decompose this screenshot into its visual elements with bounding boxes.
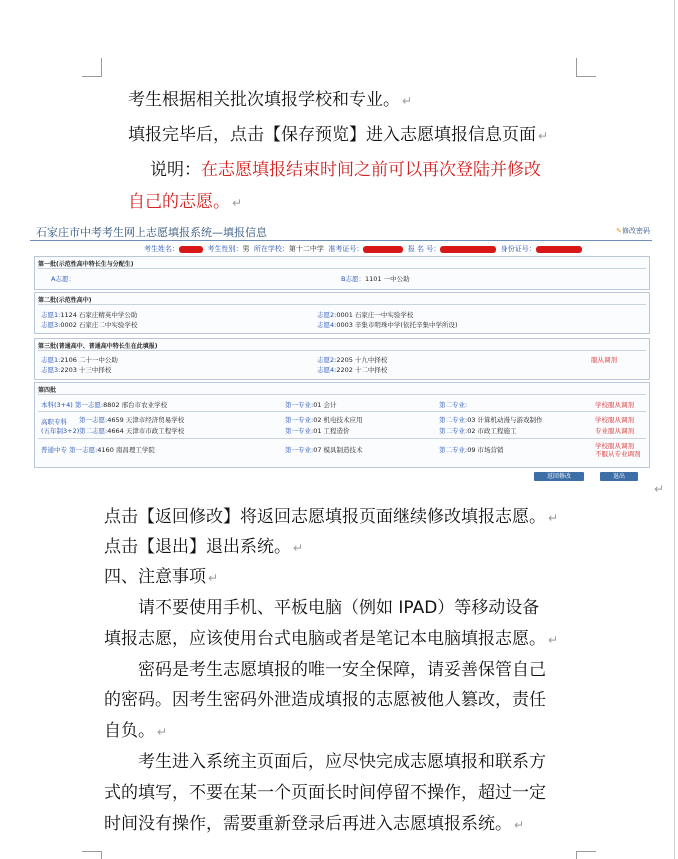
batch-2-choice: 志愿3:0002 石家庄二中实验学校	[41, 321, 138, 329]
batch-4-vocational-major-2: 第二专业:02 市政工程施工	[439, 427, 517, 435]
batch-3-box	[34, 338, 650, 380]
crop-mark-bottom-right	[576, 851, 577, 859]
divider	[38, 438, 646, 439]
batch-4-undergrad-major-1: 第一专业:01 会计	[285, 401, 337, 409]
redacted-ticket-number	[363, 246, 403, 253]
batch-4-undergrad-obey: 学校服从调剂	[595, 401, 634, 409]
note-paragraph-1-line-2: 填报志愿，应该使用台式电脑或者是笔记本电脑填报志愿。 ↵	[104, 629, 559, 649]
note-paragraph-3-line-2: 式的填写，不要在某一个页面长时间停留不操作，超过一定	[104, 783, 546, 803]
batch-4-vocational-obey: 学校服从调剂	[595, 416, 634, 424]
batch-4-secondary-major-1: 第一专业:07 模具制造技术	[285, 446, 363, 454]
crop-mark-top-left	[82, 76, 102, 77]
batch-4-undergrad-major-2: 第二专业:	[439, 401, 468, 409]
batch-4-vocational-row: 第一志愿:4659 天津市经济贸易学校	[79, 416, 185, 424]
batch-2-choice: 志愿1:1124 石家庄精英中学公助	[41, 311, 138, 319]
batch-4-secondary-major-2: 第二专业:09 市场营销	[439, 446, 504, 454]
note-paragraph-3-line-1: 考生进入系统主页面后，应尽快完成志愿填报和联系方	[138, 752, 546, 772]
crop-mark-bottom-left	[101, 851, 102, 859]
batch-2-box	[34, 292, 650, 334]
batch-4-undergrad-row: 本科(3+4) 第一志愿:8802 邢台市农业学校	[41, 401, 168, 409]
exit-button[interactable]: 退出	[600, 472, 638, 481]
batch-1-box	[34, 256, 650, 290]
redacted-id-number	[536, 246, 582, 253]
note-paragraph-2-line-1: 密码是考生志愿填报的唯一安全保障，请妥善保管自己	[138, 660, 546, 680]
redacted-registration-number	[440, 246, 496, 253]
embedded-screenshot	[30, 218, 652, 482]
batch-4-vocational-obey: 专业服从调剂	[595, 427, 634, 435]
after-line-1: 点击【返回修改】将返回志愿填报页面继续修改填报志愿。 ↵	[104, 507, 559, 527]
intro-note-line-1: 说明：在志愿填报结束时间之前可以再次登陆并修改	[150, 160, 541, 180]
batch-4-vocational-row: 第二志愿:4664 天津市市政工程学校	[79, 427, 185, 435]
batch-1-b-choice: B志愿：1101 一中公助	[341, 275, 410, 283]
batch-4-secondary-obey: 学校服从调剂	[595, 442, 634, 450]
batch-4-vocational-type-note: (五年制3+2)	[41, 427, 80, 435]
note-paragraph-2-line-3: 自负。 ↵	[104, 721, 168, 741]
batch-1-a-choice: A志愿：	[51, 275, 75, 283]
divider	[38, 394, 646, 395]
batch-3-obey-adjust: 服从调剂	[591, 356, 617, 364]
redacted-name	[179, 246, 203, 253]
batch-2-header: 第二批(示范性高中)	[38, 297, 92, 304]
batch-2-choice: 志愿4:0003 辛集市明珠中学(依托辛集中学所设)	[317, 321, 458, 329]
key-icon: ✎	[616, 227, 622, 235]
batch-4-vocational-major-1: 第一专业:02 机电技术应用	[285, 416, 363, 424]
system-title: 石家庄市中考考生网上志愿填报系统—填报信息	[36, 226, 267, 239]
after-line-2: 点击【退出】退出系统。 ↵	[104, 537, 304, 557]
batch-4-secondary-obey-major: 不服从专业调剂	[595, 450, 641, 458]
intro-note-line-2: 自己的志愿。 ↵	[128, 192, 243, 212]
divider	[38, 268, 646, 269]
batch-3-choice: 志愿1:2106 二十一中公助	[41, 356, 118, 364]
back-to-edit-button[interactable]: 返回修改	[534, 472, 584, 481]
section-heading: 四、注意事项 ↵	[104, 567, 219, 587]
batch-3-choice: 志愿2:2205 十九中择校	[317, 356, 388, 364]
divider	[38, 304, 646, 305]
batch-4-secondary-row: 普通中专 第一志愿:4160 南昌理工学院	[41, 446, 155, 454]
batch-3-choice: 志愿4:2202 十二中择校	[317, 366, 388, 374]
intro-line-2: 填报完毕后，点击【保存预览】进入志愿填报信息页面 ↵	[128, 125, 549, 145]
batch-3-choice: 志愿3:2203 十三中择校	[41, 366, 112, 374]
intro-line-1: 考生根据相关批次填报学校和专业。 ↵	[128, 90, 413, 110]
note-paragraph-1-line-1: 请不要使用手机、平板电脑（例如 IPAD）等移动设备	[138, 598, 540, 618]
page-right-edge	[674, 0, 675, 859]
crop-mark-bottom-left	[82, 851, 102, 852]
title-divider	[30, 240, 652, 241]
edit-password-link[interactable]: ✎修改密码	[616, 227, 650, 235]
batch-4-header: 第四批	[38, 387, 57, 394]
crop-mark-top-right	[576, 76, 596, 77]
batch-1-header: 第一批(示范性高中特长生与分配生)	[38, 261, 134, 268]
batch-4-vocational-type: 高职专科	[41, 418, 67, 426]
batch-4-box	[34, 382, 650, 468]
screenshot-para-mark: ↵	[654, 482, 665, 496]
note-paragraph-3-line-3: 时间没有操作，需要重新登录后再进入志愿填报系统。 ↵	[104, 814, 525, 834]
batch-4-vocational-major-2: 第二专业:03 计算机动漫与游戏制作	[439, 416, 543, 424]
divider	[38, 411, 646, 412]
batch-4-vocational-major-1: 第一专业:01 工程造价	[285, 427, 350, 435]
divider	[38, 350, 646, 351]
batch-3-header: 第三批(普通高中、普通高中特长生在此填报)	[38, 343, 158, 350]
crop-mark-top-right	[576, 58, 577, 77]
student-info-row: 考生姓名： 考生性别：男 所在学校：第十二中学 准考证号： 报 名 号： 身份证号：	[144, 244, 582, 254]
batch-2-choice: 志愿2:0001 石家庄一中实验学校	[317, 311, 414, 319]
crop-mark-bottom-right	[576, 851, 596, 852]
crop-mark-top-left	[101, 58, 102, 77]
note-paragraph-2-line-2: 的密码。因考生密码外泄造成填报的志愿被他人篡改，责任	[104, 690, 546, 710]
